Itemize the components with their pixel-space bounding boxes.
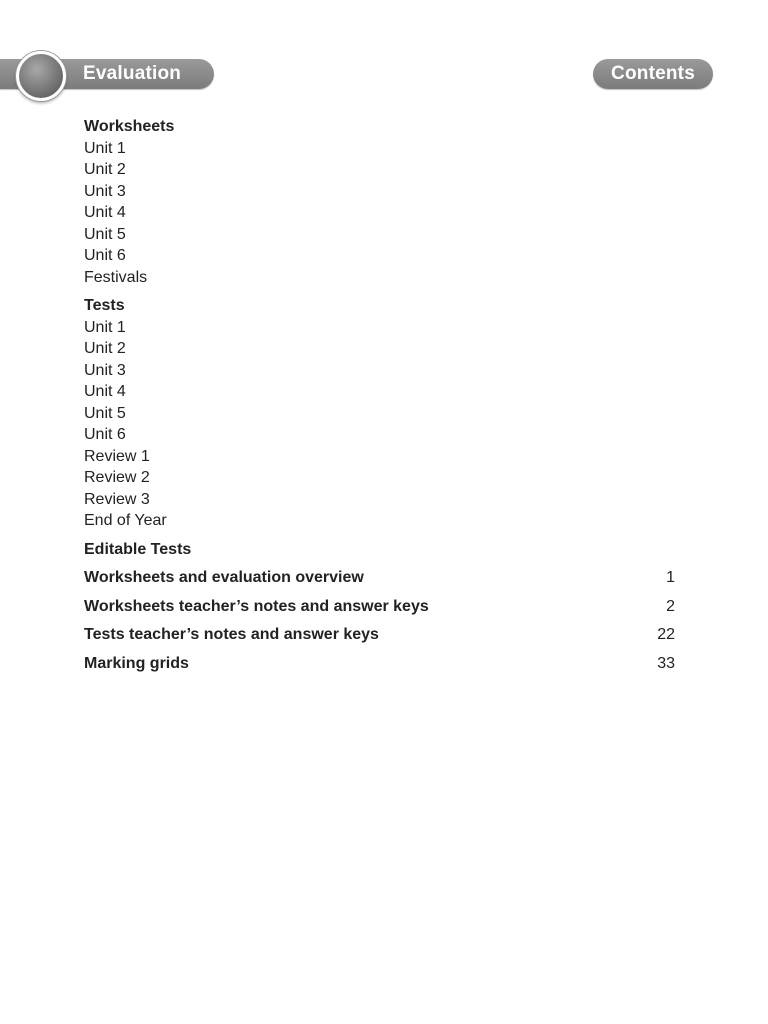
worksheets-heading: Worksheets — [84, 118, 175, 135]
evaluation-header-label: Evaluation — [83, 63, 182, 84]
toc-entry-page: 22 — [657, 626, 675, 643]
tests-item[interactable]: Unit 1 — [84, 318, 126, 336]
toc-entry-title: Worksheets and evaluation overview — [84, 569, 364, 586]
toc-entry-title: Marking grids — [84, 654, 189, 672]
tests-item[interactable]: End of Year — [84, 512, 167, 529]
toc-entry[interactable] — [84, 653, 675, 675]
worksheets-item[interactable]: Unit 4 — [84, 204, 126, 221]
tests-item[interactable]: Review 2 — [84, 469, 150, 486]
tests-item[interactable]: Review 3 — [84, 490, 150, 508]
toc-entry-page: 1 — [666, 569, 675, 586]
tests-item[interactable]: Unit 2 — [84, 340, 126, 357]
toc-entry-page: 2 — [666, 597, 675, 615]
toc-entry[interactable] — [84, 596, 675, 618]
toc-entry-title: Tests teacher’s notes and answer keys — [84, 626, 379, 643]
toc-entry[interactable] — [84, 624, 675, 646]
tests-item[interactable]: Unit 5 — [84, 404, 126, 422]
tests-item[interactable]: Review 1 — [84, 447, 150, 465]
toc-entry-page: 33 — [657, 654, 675, 672]
tests-heading: Tests — [84, 297, 125, 314]
worksheets-item[interactable]: Festivals — [84, 268, 148, 286]
worksheets-item[interactable]: Unit 5 — [84, 225, 126, 243]
worksheets-item[interactable]: Unit 6 — [84, 247, 126, 264]
worksheets-item[interactable]: Unit 3 — [84, 182, 126, 200]
tests-item[interactable]: Unit 3 — [84, 361, 126, 379]
worksheets-section — [84, 116, 675, 288]
toc-entry[interactable] — [84, 567, 675, 589]
tests-item[interactable]: Unit 6 — [84, 426, 126, 443]
editable-tests-heading[interactable]: Editable Tests — [84, 540, 192, 558]
tests-section — [84, 295, 675, 532]
contents-header-pill — [593, 59, 713, 89]
contents-header-label: Contents — [611, 63, 695, 84]
worksheets-item[interactable]: Unit 1 — [84, 139, 126, 157]
worksheets-item[interactable]: Unit 2 — [84, 161, 126, 178]
table-of-contents — [84, 116, 675, 681]
tests-item[interactable]: Unit 4 — [84, 383, 126, 400]
toc-entry-title: Worksheets teacher’s notes and answer keys — [84, 597, 429, 615]
editable-tests-section — [84, 539, 675, 561]
evaluation-circle-icon — [16, 51, 66, 101]
